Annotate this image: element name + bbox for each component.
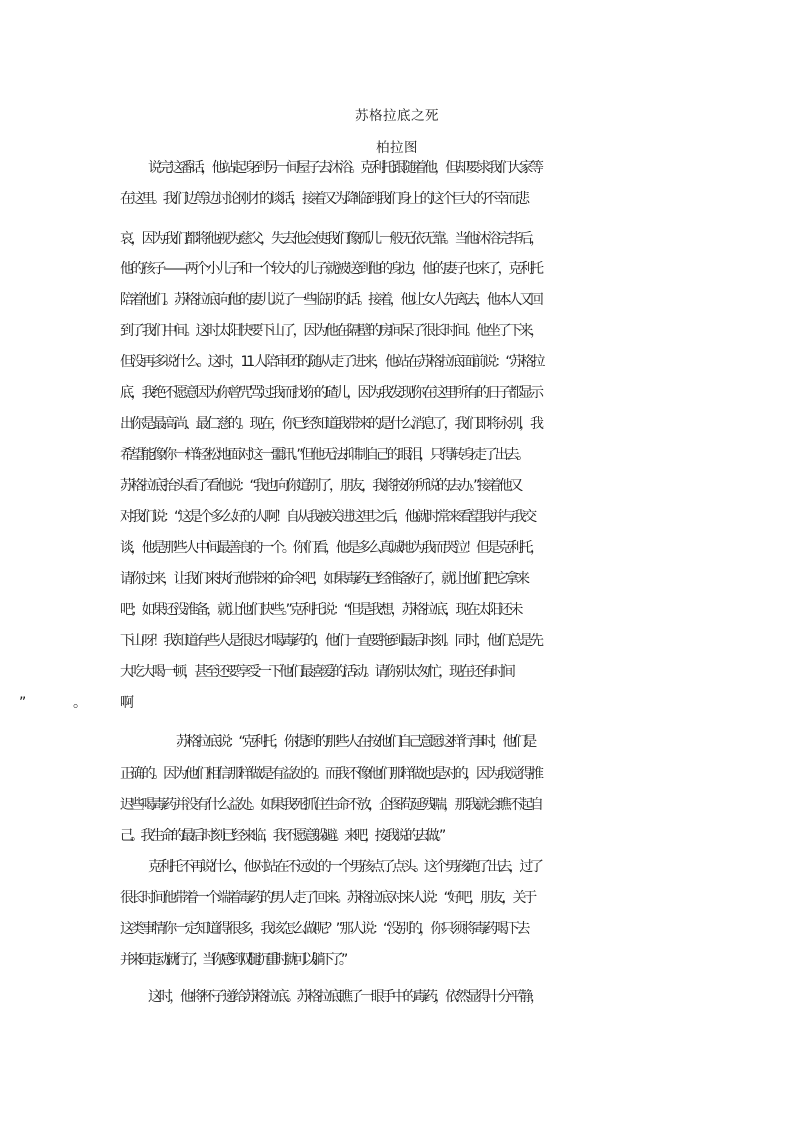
body-line: 到了我们中间。这时太阳快要下山了，因为他在隔壁的房间呆了很长时间。他坐了下来， [120,323,541,339]
body-line: 这类事情你一定知道得很多，我该怎么做呢？”那人说：“没别的，你只须将毒药喝下去 [120,921,528,937]
body-line: 在这里。我们边等边讨论刚才的谈话，接着又为降临到我们身上的这个巨大的不幸而悲 [120,191,527,207]
body-line: 下山呀！我知道有些人是很迟才喝毒药的，他们一直要拖到最后时刻。同时，他们总是先 [120,633,541,649]
body-line: 希望能像你一样轻松地面对这一噩讯。”但他无法抑制自己的眼泪，只得转身走了出去。 [120,447,528,463]
body-line: 很长时间他带着一个端着毒药的男人走了回来。苏格拉底对来人说：“好吧，朋友，关于 [120,890,535,906]
body-line: 对我们说：“这是个多么好的人啊！自从我被关进这里之后，他就时常来看望我并与我交 [120,509,535,525]
body-line: 并来回走动就行了，当你感到双腿沉重时就可以躺下了。” [120,952,344,968]
document-author: 柏拉图 [376,140,418,156]
body-line: 这时，他将杯子递给苏格拉底。苏格拉底瞧了一眼手中的毒药，依然显得十分平静， [148,989,541,1005]
body-line: 请你过来，让我们来执行他带来的命令吧，如果毒药已经准备好了，就让他们把它拿来 [120,571,527,587]
body-line: 陪着他们。苏格拉底向他的妻儿说了一些临别的话。接着，他让女人先离去，他本人又回 [120,292,541,308]
body-line: 苏格拉底抬头看了看他说：“我也向你道别了，朋友，我将按你所说的去办。”接着他又 [120,478,521,494]
body-line: 己。我生命的最后时刻已经来临，我不愿意躲避。来吧，按我说的去做。” [120,828,443,844]
body-line: 谈，他是那些人中间最善良的一个。你们看，他是多么真诚地为我而哭泣！但是克利托， [120,540,541,556]
body-line: 克利托不再说什么，他对站在不远处的一个男孩点了点头。这个男孩跑了出去，过了 [148,859,541,875]
body-line: 说完这番话，他站起身到另一间屋子去沐浴。克利托跟随着他，但却要求我们大家等 [148,160,541,176]
body-line: 他的孩子——两个小儿子和一个较大的儿子就被送到他的身边，他的妻子也来了，克利托 [120,261,541,277]
body-line: 正确的。因为他们相信那样做是有益处的。而我不像他们那样做也是对的，因为我觉得推 [120,766,541,782]
body-line [120,696,794,710]
body-line: 出你是最高尚、最仁慈的。现在，你已经知道我带来的是什么消息了，我们即将永别，我 [120,416,541,432]
body-line: 但没再多说什么。这时，11 人陪审团的随从走了进来，他站在苏格拉底面前说：“苏格拉 [120,354,543,370]
body-line: 吧；如果还没准备，就让他们快些。”克利托说：“但是我想，苏格拉底，现在太阳还未 [120,602,521,618]
body-line: 底，我绝不愿意因为你曾咒骂过我而找你的碴儿，因为我发现你在这里所有的日子都显示 [120,385,541,401]
body-line: 迟些喝毒药并没有什么益处。如果我死抓住生命不放，企图苟延残喘，那我就会瞧不起自 [120,797,541,813]
body-line: 哀，因为我们都将他视为慈父，失去他会使我们像孤儿一般无依无靠。当他沐浴完毕后， [120,231,541,247]
body-line: 大吃大喝一顿，甚至还要享受一下他们最喜爱的活动。请你别太匆忙，现在还有时间 [120,664,513,680]
document-title: 苏格拉底之死 [355,108,439,124]
body-line: 苏格拉底说：“克利托，你提到的那些人在按他们自己意愿这样行事时，他们是 [176,734,534,750]
